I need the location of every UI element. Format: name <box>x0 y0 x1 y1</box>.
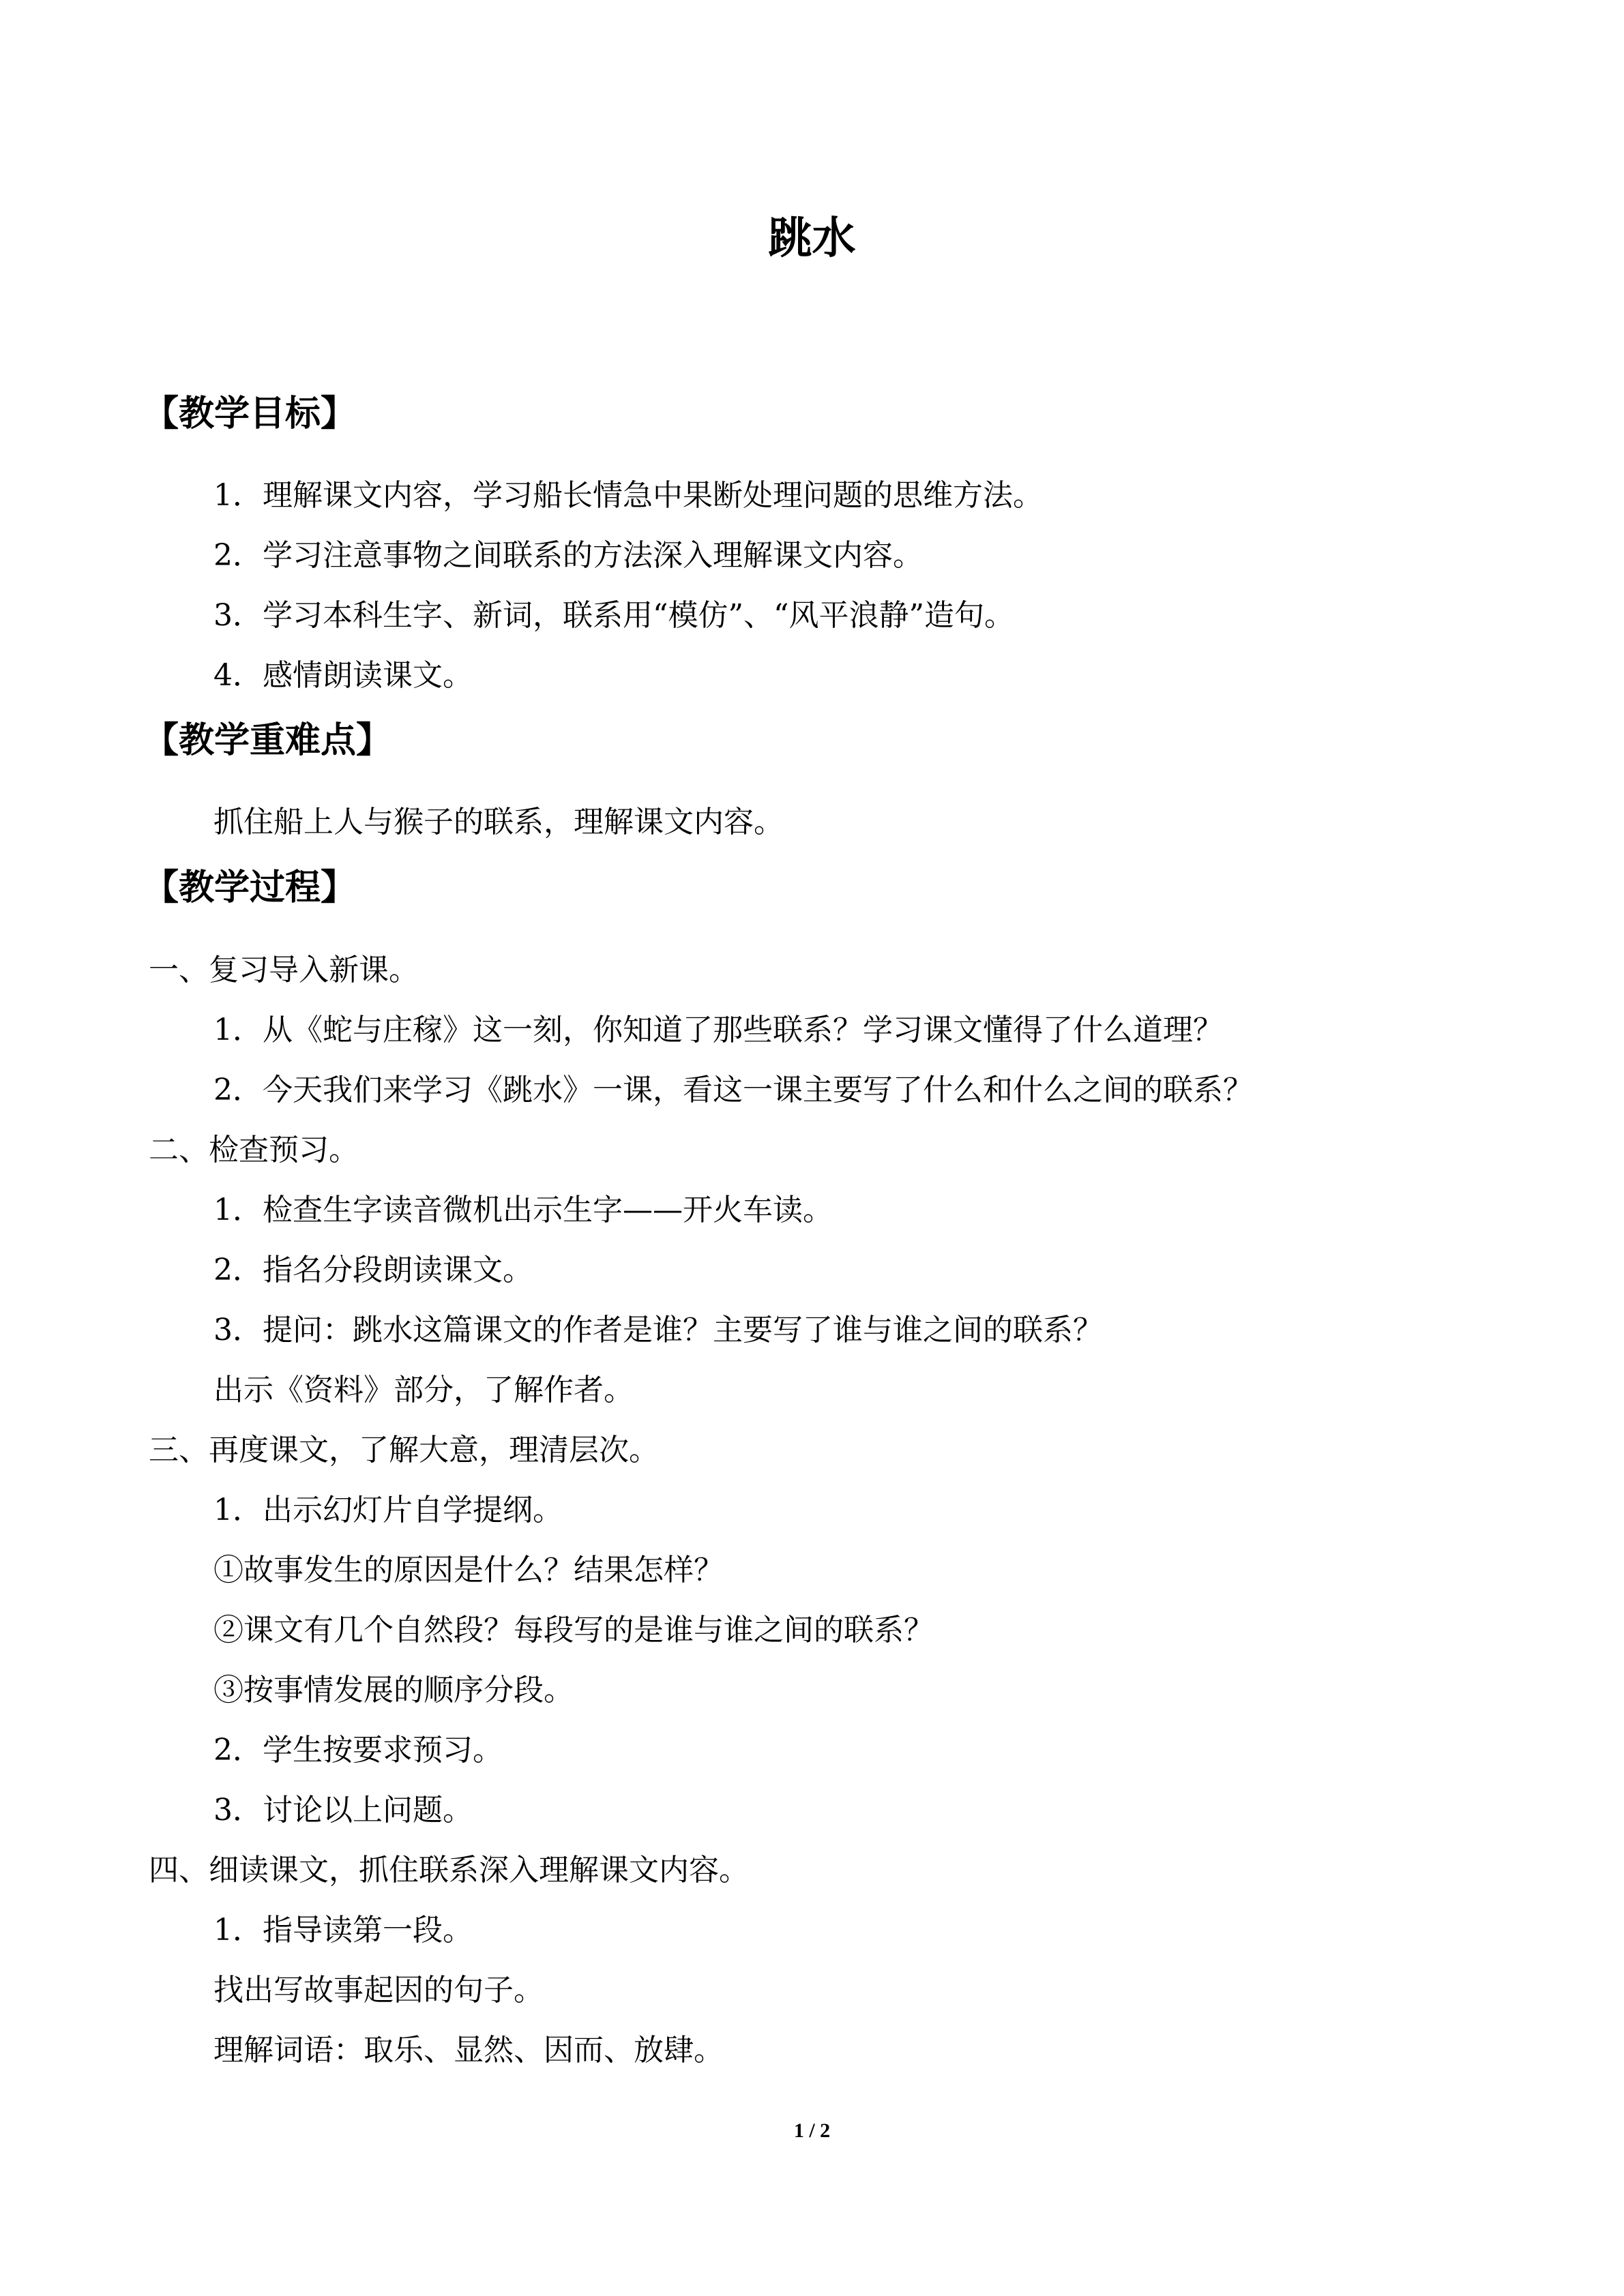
page-number: 1 / 2 <box>793 2119 831 2142</box>
section-heading-process: 【教学过程】 <box>143 867 357 908</box>
process-line: 1．检查生字读音微机出示生字——开火车读。 <box>213 1193 833 1227</box>
process-line: 1．出示幻灯片自学提纲。 <box>213 1493 563 1527</box>
process-line: 找出写故事起因的句子。 <box>213 1973 544 2008</box>
process-step-heading: 一、复习导入新课。 <box>149 953 419 987</box>
key-points-text: 抓住船上人与猴子的联系，理解课文内容。 <box>213 805 784 839</box>
process-line: 1．从《蛇与庄稼》这一刻，你知道了那些联系？学习课文懂得了什么道理？ <box>213 1013 1223 1047</box>
process-line: 2．指名分段朗读课文。 <box>213 1253 533 1287</box>
document-title: 跳水 <box>768 213 856 264</box>
goal-item: 3．学习本科生字、新词，联系用“模仿”、“风平浪静”造句。 <box>213 598 1014 633</box>
process-line: 3．提问：跳水这篇课文的作者是谁？主要写了谁与谁之间的联系？ <box>213 1313 1103 1347</box>
process-line: 2．今天我们来学习《跳水》一课，看这一课主要写了什么和什么之间的联系？ <box>213 1073 1253 1107</box>
goal-item: 2．学习注意事物之间联系的方法深入理解课文内容。 <box>213 538 923 573</box>
process-step-heading: 二、检查预习。 <box>149 1133 359 1167</box>
process-line: 理解词语：取乐、显然、因而、放肆。 <box>213 2033 724 2068</box>
process-line: 1．指导读第一段。 <box>213 1913 473 1948</box>
process-step-heading: 三、再度课文，了解大意，理清层次。 <box>149 1433 659 1467</box>
goal-item: 4．感情朗读课文。 <box>213 658 473 693</box>
process-line: 3．讨论以上问题。 <box>213 1793 473 1828</box>
process-line: ③按事情发展的顺序分段。 <box>213 1673 574 1708</box>
process-line: 出示《资料》部分，了解作者。 <box>213 1373 634 1407</box>
section-heading-key-points: 【教学重难点】 <box>143 720 392 761</box>
process-line: ①故事发生的原因是什么？结果怎样？ <box>213 1553 724 1587</box>
process-line: ②课文有几个自然段？每段写的是谁与谁之间的联系？ <box>213 1613 934 1648</box>
process-line: 2．学生按要求预习。 <box>213 1733 503 1768</box>
goal-item: 1．理解课文内容，学习船长情急中果断处理问题的思维方法。 <box>213 478 1043 513</box>
process-step-heading: 四、细读课文，抓住联系深入理解课文内容。 <box>149 1853 749 1888</box>
section-heading-goals: 【教学目标】 <box>143 393 357 434</box>
